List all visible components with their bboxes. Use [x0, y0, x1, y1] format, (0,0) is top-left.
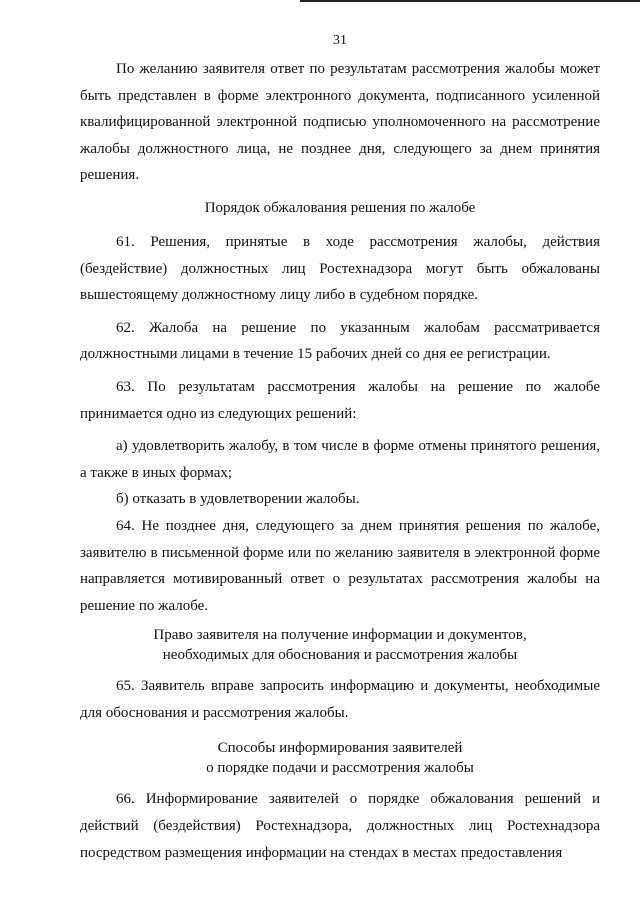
heading-informing-methods: [80, 738, 600, 778]
document-page: [80, 30, 600, 866]
heading-methods-line-1: Способы информирования заявителей: [217, 740, 463, 757]
paragraph-65: 65. Заявитель вправе запросить информацию и документы, необходимые для обоснования и рассмотрения жалобы.: [80, 678, 600, 721]
paragraph-66: 66. Информирование заявителей о порядке обжалования решений и действий (бездействия) Ростехнадзора, должностных лиц Ростехнадзора посредством размещения информации на стендах в местах предоставления: [80, 791, 600, 861]
paragraph-63-a: а) удовлетворить жалобу, в том числе в форме отмены принятого решения, а также в иных формах;: [80, 438, 600, 481]
heading-appeal-procedure: Порядок обжалования решения по жалобе: [204, 199, 476, 216]
paragraph-61: 61. Решения, принятые в ходе рассмотрения жалобы, действия (бездействие) должностных лиц Ростехнадзора могут быть обжалованы вышестоящему должностному лицу либо в судебном порядке.: [80, 233, 600, 304]
heading-right-line-2: необходимых для обоснования и рассмотрения жалобы: [162, 647, 518, 664]
heading-right-line-1: Право заявителя на получение информации и документов,: [153, 627, 527, 644]
page-number: 31: [333, 33, 347, 48]
paragraph-62: 62. Жалоба на решение по указанным жалобам рассматривается должностными лицами в течение 15 рабочих дней со дня ее регистрации.: [80, 319, 600, 363]
heading-methods-line-2: о порядке подачи и рассмотрения жалобы: [206, 760, 474, 777]
scan-top-edge: [300, 0, 640, 2]
paragraph-64: 64. Не позднее дня, следующего за днем принятия решения по жалобе, заявителю в письменной форме или по желанию заявителя в электронной форме направляется мотивированный ответ о результатах рассмотрения жалобы на решение по жалобе.: [80, 517, 600, 614]
heading-right-to-information: [80, 625, 600, 665]
paragraph-intro: По желанию заявителя ответ по результатам рассмотрения жалобы может быть представлен в форме электронного документа, подписанного усиленной квалифицированной электронной подписью уполномоченного на рассмотрение жалобы должностного лица, не позднее дня, следующего за днем принятия решения.: [80, 61, 600, 184]
paragraph-63: 63. По результатам рассмотрения жалобы на решение по жалобе принимается одно из следующих решений:: [80, 378, 600, 422]
paragraph-63-b: б) отказать в удовлетворении жалобы.: [116, 491, 360, 508]
